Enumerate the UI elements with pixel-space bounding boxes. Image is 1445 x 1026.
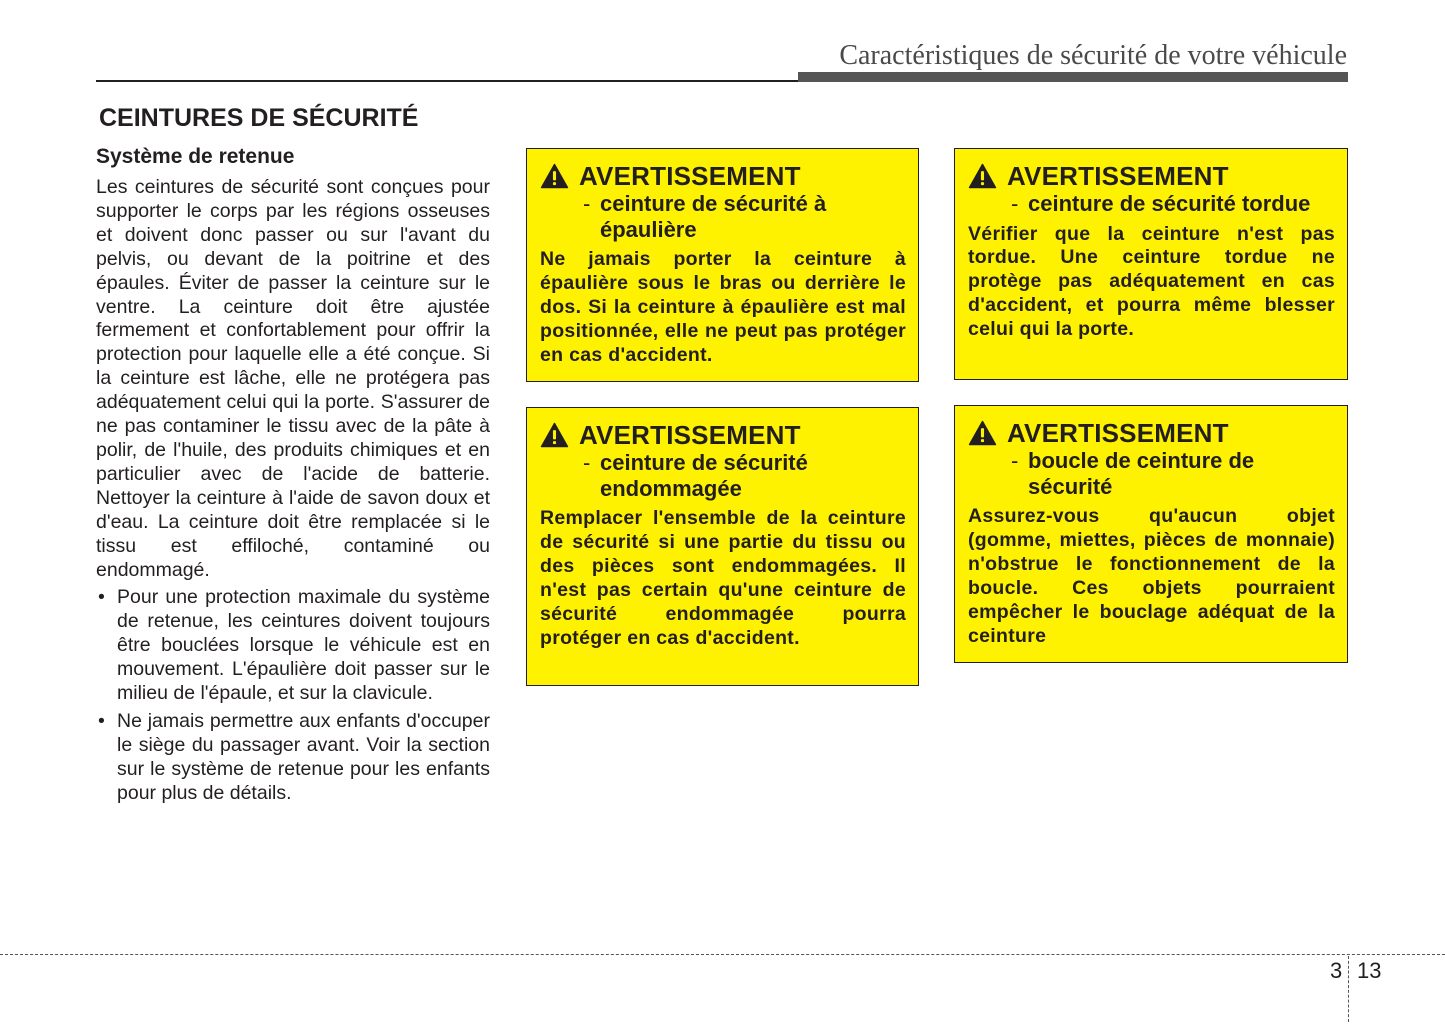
warning-text: Remplacer l'ensemble de la ceinture de sécurité si une partie du tissu ou des pièces sont endommagées. Il n'est pas certain qu'une ceinture de sécurité endommagée pourra protéger en cas d'accident. xyxy=(540,507,906,649)
warning-text: Ne jamais porter la ceinture à épaulière sous le bras ou derrière le dos. Si la ceinture à épaulière est mal positionnée, elle ne peut pas protéger en cas d'accident. xyxy=(540,248,906,366)
header-rule xyxy=(96,80,798,82)
warning-dash: - xyxy=(1011,191,1019,216)
bullet-item xyxy=(96,586,490,706)
warning-label: AVERTISSEMENT xyxy=(1007,417,1229,448)
warning-text: Assurez-vous qu'aucun objet (gomme, miettes, pièces de monnaie) n'obstrue le fonctionnement de la boucle. Ces objets pourraient empêcher le bouclage adéquat de la ceinture xyxy=(968,505,1335,647)
warning-dash: - xyxy=(583,191,591,216)
chapter-number: 3 xyxy=(1330,958,1343,983)
bullet-text: Pour une protection maximale du système de retenue, les ceintures doivent toujours être bouclées lorsque le véhicule est en mouvement. L'épaulière doit passer sur le milieu de l'épaule, et sur la clavicule. xyxy=(117,586,490,705)
warning-dash: - xyxy=(583,450,591,475)
page-number-separator xyxy=(1348,956,1349,1022)
warning-subject-text: ceinture de sécurité tordue xyxy=(1028,191,1311,216)
warning-text: Vérifier que la ceinture n'est pas tordue. Une ceinture tordue ne protège pas adéquatement en cas d'accident, et pourra même blesser celui qui la porte. xyxy=(968,222,1335,341)
warning-box-shoulder-belt xyxy=(526,148,919,382)
subheading: Système de retenue xyxy=(96,145,295,168)
warning-subject xyxy=(583,191,906,242)
warning-dash: - xyxy=(1011,448,1019,473)
bullet-item xyxy=(96,710,490,806)
warning-subject-text: boucle de ceinture de sécurité xyxy=(1028,448,1255,499)
bullet-dot: • xyxy=(98,586,105,609)
bullet-dot: • xyxy=(98,709,105,732)
bullet-text: Ne jamais permettre aux enfants d'occuper le siège du passager avant. Voir la section sur le système de retenue pour les enfants pour plus de détails. xyxy=(117,709,490,804)
warning-subject xyxy=(1011,448,1335,499)
warning-subject xyxy=(1011,191,1335,217)
warning-label: AVERTISSEMENT xyxy=(579,419,801,450)
bullet-list xyxy=(96,586,490,805)
warning-icon xyxy=(540,422,569,448)
page-number: 13 xyxy=(1357,958,1382,983)
warning-box-belt-buckle xyxy=(954,405,1348,663)
warning-label: AVERTISSEMENT xyxy=(1007,160,1229,191)
warning-icon xyxy=(968,163,997,189)
header-title: Caractéristiques de sécurité de votre véhicule xyxy=(839,40,1347,71)
warning-icon xyxy=(540,163,569,189)
body-paragraph: Les ceintures de sécurité sont conçues pour supporter le corps par les régions osseuses et doivent donc passer ou sur l'avant du pelvis, ou devant de la poitrine et des épaules. Éviter de passer la ceinture sur le ventre. La ceinture doit être ajustée fermement et confortablement pour offrir la protection pour laquelle elle a été conçue. Si la ceinture est lâche, elle ne protégera pas adéquatement celui qui la porte. S'assurer de ne pas contaminer le tissu avec de la pâte à polir, de l'huile, des produits chimiques et en particulier avec de l'acide de batterie. Nettoyer la ceinture à l'aide de savon doux et d'eau. La ceinture doit être remplacée si le tissu est effiloché, contaminé ou endommagé. xyxy=(96,176,490,581)
warning-subject-text: ceinture de sécurité endommagée xyxy=(600,450,808,501)
warning-subject xyxy=(583,450,906,501)
header-rule-accent xyxy=(798,72,1348,82)
warning-box-twisted-belt xyxy=(954,148,1348,380)
warning-icon xyxy=(968,420,997,446)
main-text-column xyxy=(96,144,490,810)
footer-rule xyxy=(0,954,1445,955)
warning-subject-text: ceinture de sécurité à épaulière xyxy=(600,191,827,242)
section-title: CEINTURES DE SÉCURITÉ xyxy=(99,104,419,132)
warning-box-damaged-belt xyxy=(526,407,919,686)
warning-label: AVERTISSEMENT xyxy=(579,160,801,191)
